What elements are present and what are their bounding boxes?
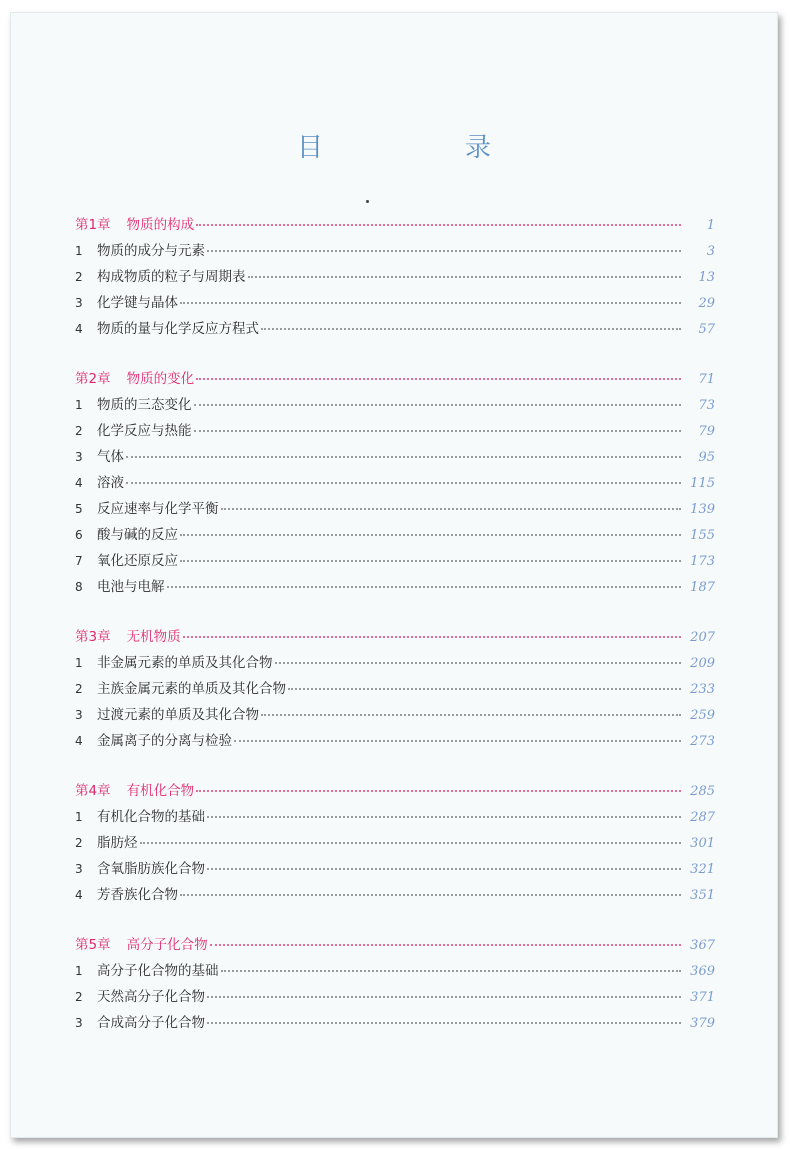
page-number: 285: [690, 784, 715, 799]
dot-leader: [183, 636, 681, 638]
dot-leader: [126, 482, 681, 484]
dot-leader: [261, 714, 681, 716]
page-number: 287: [690, 810, 715, 825]
entry-number: 1: [75, 244, 83, 258]
toc-entry[interactable]: [75, 419, 715, 445]
toc-entry[interactable]: [75, 291, 715, 317]
toc-entry[interactable]: [75, 651, 715, 677]
dot-leader: [196, 224, 681, 226]
entry-number: 3: [75, 296, 83, 310]
dot-leader: [196, 378, 681, 380]
toc-entry[interactable]: [75, 805, 715, 831]
page-number: 13: [698, 270, 715, 285]
entry-title: 高分子化合物的基础: [97, 963, 219, 979]
entry-number: 4: [75, 888, 83, 902]
entry-title: 气体: [97, 449, 124, 465]
entry-title: 反应速率与化学平衡: [97, 501, 219, 517]
page-number: 301: [690, 836, 715, 851]
toc-entry[interactable]: [75, 883, 715, 909]
toc-chapter-entry[interactable]: [75, 367, 715, 393]
toc-chapter-section: [75, 367, 715, 601]
chapter-label: [75, 933, 208, 953]
page-number: 95: [698, 450, 715, 465]
dot-leader: [207, 1022, 681, 1024]
dot-leader: [196, 790, 681, 792]
entry-title: 酸与碱的反应: [97, 527, 178, 543]
chapter-number: 第5章: [75, 937, 111, 953]
entry-title: 天然高分子化合物: [97, 989, 205, 1005]
entry-title: 金属离子的分离与检验: [97, 733, 232, 749]
entry-number: 2: [75, 682, 83, 696]
dot-leader: [234, 740, 681, 742]
toc-entry[interactable]: [75, 985, 715, 1011]
chapter-name: 高分子化合物: [126, 937, 208, 953]
entry-number: 8: [75, 580, 83, 594]
toc-entry[interactable]: [75, 1011, 715, 1037]
chapter-number: 第1章: [75, 217, 111, 233]
entry-number: 3: [75, 708, 83, 722]
dot-leader: [221, 508, 682, 510]
toc-entry[interactable]: [75, 239, 715, 265]
page-number: 351: [690, 888, 715, 903]
entry-title: 主族金属元素的单质及其化合物: [97, 681, 286, 697]
toc-title: 目 录: [296, 133, 549, 163]
page-number: 209: [690, 656, 715, 671]
entry-number: 4: [75, 476, 83, 490]
printed-mark: [366, 200, 369, 203]
page-number: 3: [706, 244, 715, 259]
entry-title: 电池与电解: [97, 579, 165, 595]
dot-leader: [167, 586, 682, 588]
page-number: 155: [690, 528, 715, 543]
page-number: 367: [690, 938, 715, 953]
dot-leader: [180, 302, 681, 304]
entry-title: 构成物质的粒子与周期表: [97, 269, 246, 285]
dot-leader: [140, 842, 682, 844]
toc-chapter-section: [75, 779, 715, 909]
chapter-name: 物质的变化: [126, 371, 195, 387]
dot-leader: [261, 328, 681, 330]
page-number: 71: [698, 372, 715, 387]
page-number: 73: [698, 398, 715, 413]
toc-chapter-entry[interactable]: [75, 779, 715, 805]
page-number: 233: [690, 682, 715, 697]
page-number: 29: [698, 296, 715, 311]
entry-title: 氧化还原反应: [97, 553, 178, 569]
entry-title: 物质的三态变化: [97, 397, 192, 413]
entry-title: 非金属元素的单质及其化合物: [97, 655, 273, 671]
toc-chapter-entry[interactable]: [75, 625, 715, 651]
dot-leader: [248, 276, 682, 278]
document-page: [10, 12, 778, 1138]
dot-leader: [126, 456, 681, 458]
page-number: 207: [690, 630, 715, 645]
page-number: 369: [690, 964, 715, 979]
dot-leader: [207, 996, 681, 998]
entry-number: 7: [75, 554, 83, 568]
chapter-name: 无机物质: [126, 629, 181, 645]
entry-title: 脂肪烃: [97, 835, 138, 851]
dot-leader: [194, 404, 682, 406]
page-number: 139: [690, 502, 715, 517]
dot-leader: [180, 894, 681, 896]
dot-leader: [221, 970, 682, 972]
entry-number: 2: [75, 270, 83, 284]
page-number: 79: [698, 424, 715, 439]
entry-title: 合成高分子化合物: [97, 1015, 205, 1031]
entry-number: 2: [75, 836, 83, 850]
toc-entry[interactable]: [75, 959, 715, 985]
chapter-label: [75, 779, 194, 799]
entry-number: 3: [75, 450, 83, 464]
dot-leader: [194, 430, 682, 432]
entry-number: 2: [75, 990, 83, 1004]
toc-entry[interactable]: [75, 265, 715, 291]
page-number: 273: [690, 734, 715, 749]
entry-title: 芳香族化合物: [97, 887, 178, 903]
toc-chapter-section: [75, 213, 715, 343]
toc-entry[interactable]: [75, 677, 715, 703]
entry-title: 化学反应与热能: [97, 423, 192, 439]
dot-leader: [207, 250, 681, 252]
chapter-label: [75, 213, 194, 233]
page-number: 379: [690, 1016, 715, 1031]
page-number: 371: [690, 990, 715, 1005]
dot-leader: [210, 944, 681, 946]
toc-entry[interactable]: [75, 831, 715, 857]
page-number: 259: [690, 708, 715, 723]
toc-chapter-section: [75, 933, 715, 1037]
page-number: 57: [698, 322, 715, 337]
toc-chapter-section: [75, 625, 715, 755]
entry-number: 1: [75, 810, 83, 824]
toc-entry[interactable]: [75, 575, 715, 601]
page-number: 115: [690, 476, 715, 491]
toc-entry[interactable]: [75, 549, 715, 575]
entry-title: 物质的成分与元素: [97, 243, 205, 259]
entry-title: 有机化合物的基础: [97, 809, 205, 825]
chapter-label: [75, 367, 194, 387]
toc-entry[interactable]: [75, 729, 715, 755]
page-number: 1: [706, 218, 715, 233]
dot-leader: [288, 688, 681, 690]
entry-number: 1: [75, 656, 83, 670]
dot-leader: [275, 662, 682, 664]
page-number: 173: [690, 554, 715, 569]
toc-entry[interactable]: [75, 857, 715, 883]
table-of-contents: [75, 213, 715, 1061]
entry-title: 含氧脂肪族化合物: [97, 861, 205, 877]
toc-entry[interactable]: [75, 393, 715, 419]
dot-leader: [207, 868, 681, 870]
entry-number: 6: [75, 528, 83, 542]
toc-entry[interactable]: [75, 523, 715, 549]
entry-number: 3: [75, 1016, 83, 1030]
entry-title: 过渡元素的单质及其化合物: [97, 707, 259, 723]
page-number: 187: [690, 580, 715, 595]
entry-number: 3: [75, 862, 83, 876]
toc-entry[interactable]: [75, 471, 715, 497]
toc-entry[interactable]: [75, 317, 715, 343]
toc-entry[interactable]: [75, 497, 715, 523]
page-number: 321: [690, 862, 715, 877]
entry-number: 1: [75, 398, 83, 412]
dot-leader: [207, 816, 681, 818]
entry-number: 2: [75, 424, 83, 438]
entry-number: 4: [75, 734, 83, 748]
chapter-number: 第4章: [75, 783, 111, 799]
chapter-number: 第2章: [75, 371, 111, 387]
entry-title: 物质的量与化学反应方程式: [97, 321, 259, 337]
chapter-label: [75, 625, 181, 645]
dot-leader: [180, 560, 681, 562]
entry-title: 溶液: [97, 475, 124, 491]
toc-entry[interactable]: [75, 445, 715, 471]
entry-title: 化学键与晶体: [97, 295, 178, 311]
chapter-name: 有机化合物: [126, 783, 195, 799]
toc-chapter-entry[interactable]: [75, 213, 715, 239]
chapter-number: 第3章: [75, 629, 111, 645]
entry-number: 4: [75, 322, 83, 336]
toc-chapter-entry[interactable]: [75, 933, 715, 959]
chapter-name: 物质的构成: [126, 217, 195, 233]
toc-entry[interactable]: [75, 703, 715, 729]
dot-leader: [180, 534, 681, 536]
entry-number: 1: [75, 964, 83, 978]
entry-number: 5: [75, 502, 83, 516]
